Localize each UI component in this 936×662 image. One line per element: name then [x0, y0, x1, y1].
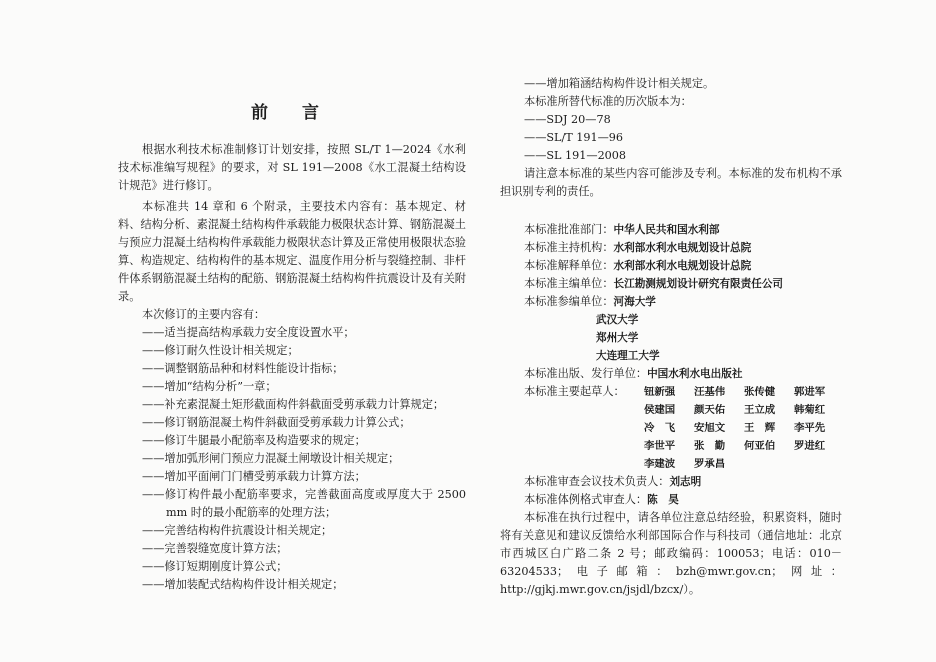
- participant-name: 郑州大学: [596, 332, 639, 344]
- drafter-name: 何亚伯: [744, 440, 776, 452]
- drafters-row: [524, 455, 842, 473]
- change-item: ——修订牛腿最小配筋率及构造要求的规定；: [142, 434, 366, 447]
- feedback-paragraph: 本标准在执行过程中，请各单位注意总结经验，积累资料，随时将有关意见和建议反馈给水利部国际合作与科技司（通信地址：北京市西城区白广路二条 2 号；邮政编码：100053；电话：010－63204533；电子邮箱：bzh@mwr.gov.cn；网址：http://gjkj.mwr.gov.cn/jsjdl/bzcx/）。: [500, 511, 842, 596]
- drafter-name: 李世平: [644, 440, 676, 452]
- interpret-value: 水利部水利水电规划设计总院: [613, 260, 752, 272]
- participant-name: 大连理工大学: [596, 350, 660, 362]
- history-title: 本标准所替代标准的历次版本为：: [524, 95, 692, 108]
- change-item: ——修订构件最小配筋率要求，完善截面高度或厚度大于 2500 mm 时的最小配筋率的处理方法；: [142, 488, 466, 519]
- approval-label: 本标准批准部门：: [524, 223, 614, 236]
- drafter-name: 汪基伟: [694, 386, 726, 398]
- history-item: ——SL 191—2008: [524, 149, 627, 162]
- change-item: ——补充素混凝土矩形截面构件斜截面受剪承载力计算规定；: [142, 398, 445, 411]
- drafter-name: 钮新强: [644, 386, 676, 398]
- changes-title: 本次修订的主要内容有：: [142, 308, 266, 321]
- approval-value: 中华人民共和国水利部: [613, 224, 720, 236]
- drafters-row: [524, 401, 842, 419]
- drafters-label: 本标准主要起草人：: [524, 385, 625, 398]
- changes-list: [118, 324, 466, 594]
- drafters-grid: [500, 383, 842, 473]
- drafter-name: 侯建国: [644, 404, 676, 416]
- history-item: ——SL/T 191—96: [524, 131, 624, 144]
- drafter-name: 罗承昌: [694, 458, 726, 470]
- change-item-last: ——增加箱涵结构构件设计相关规定。: [524, 77, 715, 90]
- page-title: 前 言: [251, 103, 333, 123]
- intro-paragraph: 根据水利技术标准制修订计划安排，按照 SL/T 1—2024《水利技术标准编写规程》的要求，对 SL 191—2008《水工混凝土结构设计规范》进行修订。: [118, 143, 466, 192]
- left-column: [118, 141, 466, 594]
- chief-value: 长江勘测规划设计研究有限责任公司: [613, 278, 784, 290]
- review-row: [500, 473, 842, 491]
- review-label: 本标准审查会议技术负责人：: [524, 475, 670, 488]
- drafter-name: 李建波: [644, 458, 676, 470]
- publisher-value: 中国水利水电出版社: [647, 368, 743, 380]
- change-item: ——完善裂缝宽度计算方法；: [142, 542, 288, 555]
- drafter-name: 罗进红: [794, 440, 826, 452]
- interpret-row: [500, 257, 842, 275]
- drafter-name: 王立成: [744, 404, 776, 416]
- interpret-label: 本标准解释单位：: [524, 259, 614, 272]
- format-value: 陈 昊: [647, 494, 679, 506]
- format-label: 本标准体例格式审查人：: [524, 493, 648, 506]
- patent-note: 请注意本标准的某些内容可能涉及专利。本标准的发布机构不承担识别专利的责任。: [500, 167, 842, 198]
- drafter-name: 张 勤: [694, 440, 726, 452]
- change-item: ——适当提高结构承载力安全度设置水平；: [142, 326, 355, 339]
- chief-row: [500, 275, 842, 293]
- drafter-name: 韩菊红: [794, 404, 826, 416]
- approval-row: [500, 221, 842, 239]
- host-value: 水利部水利水电规划设计总院: [613, 242, 752, 254]
- drafter-name: 王 辉: [744, 422, 776, 434]
- review-value: 刘志明: [669, 476, 702, 488]
- contents-paragraph: 本标准共 14 章和 6 个附录，主要技术内容有：基本规定、材料、结构分析、素混凝土结构构件承载能力极限状态计算、钢筋混凝土与预应力混凝土结构构件承载能力极限状态计算及正常使用极限状态验算、构造规定、结构构件的基本规定、温度作用分析与裂缝控制、非杆件体系钢筋混凝土结构的配筋、钢筋混凝土结构构件抗震设计及有关附录。: [118, 200, 466, 303]
- change-item: ——增加平面闸门门槽受剪承载力计算方法；: [142, 470, 366, 483]
- participant-name: 河海大学: [613, 296, 656, 308]
- change-item: ——完善结构构件抗震设计相关规定；: [142, 524, 333, 537]
- format-row: [500, 491, 842, 509]
- change-item: ——修订短期刚度计算公式；: [142, 560, 288, 573]
- publisher-label: 本标准出版、发行单位：: [524, 367, 648, 380]
- drafters-row: [524, 419, 842, 437]
- participant-name: 武汉大学: [596, 314, 639, 326]
- drafter-name: 张传健: [744, 386, 776, 398]
- chief-label: 本标准主编单位：: [524, 277, 614, 290]
- change-item: ——增加弧形闸门预应力混凝土闸墩设计相关规定；: [142, 452, 400, 465]
- host-label: 本标准主持机构：: [524, 241, 614, 254]
- change-item: ——修订钢筋混凝土构件斜截面受剪承载力计算公式；: [142, 416, 411, 429]
- host-row: [500, 239, 842, 257]
- drafter-name: 李平先: [794, 422, 826, 434]
- change-item: ——增加装配式结构构件设计相关规定；: [142, 578, 344, 591]
- drafter-name: 冷 飞: [644, 422, 676, 434]
- history-item: ——SDJ 20—78: [524, 113, 611, 126]
- change-item: ——修订耐久性设计相关规定；: [142, 344, 299, 357]
- change-item: ——调整钢筋品种和材料性能设计指标；: [142, 362, 344, 375]
- drafter-name: 郭进军: [794, 386, 826, 398]
- right-column: [500, 75, 842, 599]
- participate-row: [500, 293, 842, 311]
- drafter-name: 颜天佑: [694, 404, 726, 416]
- drafters-row: [524, 437, 842, 455]
- participate-label: 本标准参编单位：: [524, 295, 614, 308]
- change-item: ——增加“结构分析”一章；: [142, 380, 277, 393]
- drafter-name: 安旭文: [694, 422, 726, 434]
- publisher-row: [500, 365, 842, 383]
- drafters-row: [524, 383, 842, 401]
